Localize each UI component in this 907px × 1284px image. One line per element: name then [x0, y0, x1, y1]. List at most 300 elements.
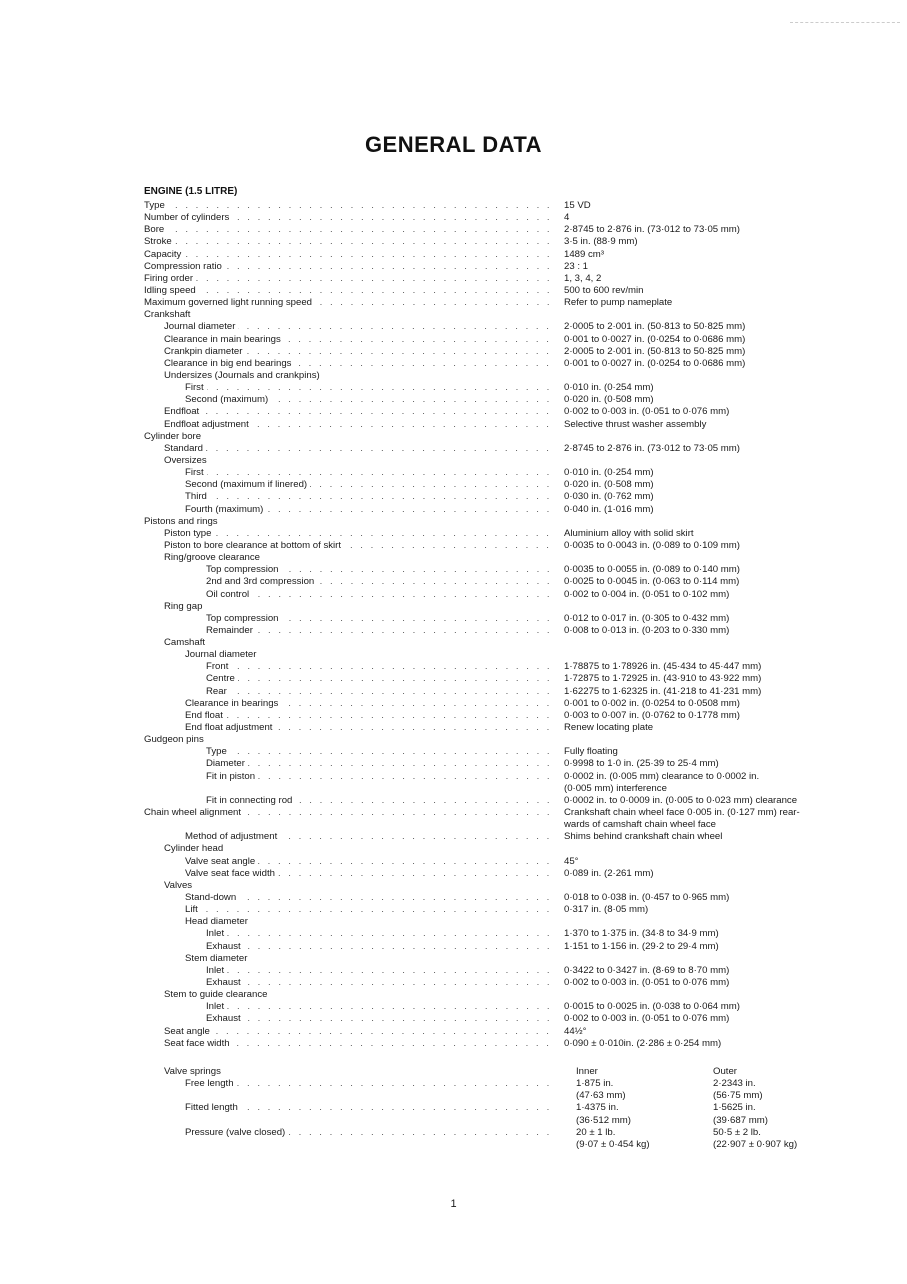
spec-label [164, 1026, 555, 1038]
spec-label [185, 722, 555, 734]
spec-row [0, 455, 907, 467]
spec-list [0, 200, 907, 1050]
spec-label [206, 941, 555, 953]
spring-row [0, 1115, 907, 1127]
spec-label-text: Type [206, 746, 230, 757]
spec-label [206, 589, 555, 601]
spring-label [185, 1102, 555, 1114]
spec-label [144, 224, 555, 236]
spec-label-text: Gudgeon pins [144, 734, 207, 745]
spec-label-text: End float [185, 710, 226, 721]
spec-label [164, 528, 555, 540]
spec-row [0, 431, 907, 443]
spec-label [164, 843, 555, 855]
spring-inner-value: (47·63 mm) [576, 1090, 626, 1102]
spec-label-text: Clearance in big end bearings [164, 358, 294, 369]
spec-label-text: 2nd and 3rd compression [206, 576, 317, 587]
spec-value: Shims behind crankshaft chain wheel [564, 831, 723, 843]
spec-label-text: Compression ratio [144, 261, 225, 272]
spec-value: 0·090 ± 0·010in. (2·286 ± 0·254 mm) [564, 1037, 722, 1049]
spec-label-text: Fit in piston [206, 771, 258, 782]
spec-row [0, 309, 907, 321]
spec-label [206, 746, 555, 758]
spec-value: 3·5 in. (88·9 mm) [564, 236, 638, 248]
spec-row [0, 261, 907, 273]
spec-row [0, 649, 907, 661]
spec-label-text: First [185, 467, 207, 478]
scan-mark [790, 22, 900, 23]
spring-label-text [185, 1115, 188, 1126]
spec-label-text: Chain wheel alignment [144, 807, 244, 818]
spec-row [0, 819, 907, 831]
spec-value: 0·010 in. (0·254 mm) [564, 382, 654, 394]
spec-label [164, 419, 555, 431]
spec-row [0, 249, 907, 261]
spec-row [0, 346, 907, 358]
spec-value: 0·010 in. (0·254 mm) [564, 467, 654, 479]
spec-value: 1489 cm³ [564, 248, 604, 260]
spring-label [185, 1139, 555, 1151]
spring-inner-value: 1·4375 in. [576, 1102, 619, 1114]
spring-outer-value: (22·907 ± 0·907 kg) [713, 1138, 798, 1150]
spec-label [185, 698, 555, 710]
spec-label [206, 758, 555, 770]
spec-label-text: Front [206, 661, 231, 672]
spec-row [0, 977, 907, 989]
spec-label [185, 382, 555, 394]
spec-label [164, 989, 555, 1001]
spec-value: Selective thrust washer assembly [564, 418, 707, 430]
spec-value: 0·0025 to 0·0045 in. (0·063 to 0·114 mm) [564, 576, 740, 588]
spec-value: 2·0005 to 2·001 in. (50·813 to 50·825 mm) [564, 345, 746, 357]
spec-row [0, 856, 907, 868]
spec-row [0, 1013, 907, 1025]
spec-row [0, 370, 907, 382]
spec-label-text: First [185, 382, 207, 393]
spec-label [185, 467, 555, 479]
spec-label-text: Second (maximum if linered) [185, 479, 310, 490]
spec-row [0, 406, 907, 418]
spec-value: 0·0035 to 0·0055 in. (0·089 to 0·140 mm) [564, 564, 740, 576]
spec-label-text: Inlet [206, 965, 227, 976]
spec-row [0, 722, 907, 734]
spec-row [0, 698, 907, 710]
spec-row [0, 758, 907, 770]
spec-row [0, 516, 907, 528]
spec-label [164, 346, 555, 358]
spec-label [206, 928, 555, 940]
spec-label [206, 661, 555, 673]
spec-label [144, 212, 555, 224]
spec-value: 0·0015 to 0·0025 in. (0·038 to 0·064 mm) [564, 1001, 740, 1013]
spec-label-text: Inlet [206, 928, 227, 939]
spec-label [164, 443, 555, 455]
spec-label-text: Rear [206, 686, 230, 697]
spec-value: 0·030 in. (0·762 mm) [564, 491, 654, 503]
spec-label-text: Crankshaft [144, 309, 193, 320]
spec-row [0, 443, 907, 455]
spec-row [0, 686, 907, 698]
spring-outer-value: (39·687 mm) [713, 1114, 768, 1126]
spec-label-text: Centre [206, 673, 238, 684]
spec-row [0, 479, 907, 491]
spec-value: 0·002 to 0·004 in. (0·051 to 0·102 mm) [564, 588, 730, 600]
spec-row [0, 1001, 907, 1013]
spec-label-text: Fit in connecting rod [206, 795, 295, 806]
spec-row [0, 795, 907, 807]
spec-label [164, 880, 555, 892]
spec-label [206, 977, 555, 989]
valve-springs-table [0, 1066, 907, 1151]
spec-label [185, 394, 555, 406]
spec-label-text: Clearance in bearings [185, 698, 281, 709]
spec-label-text: Third [185, 491, 210, 502]
spec-label [206, 965, 555, 977]
spec-row [0, 892, 907, 904]
spec-value: 1·72875 to 1·72925 in. (43·910 to 43·922 mm) [564, 673, 762, 685]
spec-label [144, 734, 555, 746]
spring-row [0, 1127, 907, 1139]
spec-label-text: Exhaust [206, 941, 244, 952]
page-title: GENERAL DATA [364, 132, 543, 157]
spec-value: 0·0035 to 0·0043 in. (0·089 to 0·109 mm) [564, 539, 740, 551]
spec-value: 0·001 to 0·0027 in. (0·0254 to 0·0686 mm) [564, 357, 746, 369]
spec-label [206, 783, 555, 795]
spring-label [185, 1078, 555, 1090]
section-heading: ENGINE (1.5 LITRE) [144, 186, 238, 197]
spec-label [164, 1038, 555, 1050]
spec-label [206, 576, 555, 588]
spec-row [0, 989, 907, 1001]
spec-label-text: Crankpin diameter [164, 346, 245, 357]
spec-value: 0·317 in. (8·05 mm) [564, 904, 649, 916]
spec-row [0, 540, 907, 552]
spec-label-text: Inlet [206, 1001, 227, 1012]
spec-row [0, 200, 907, 212]
spring-label [185, 1115, 555, 1127]
spec-label-text [206, 783, 209, 794]
spring-inner-value: (9·07 ± 0·454 kg) [576, 1138, 650, 1150]
spec-label [144, 285, 555, 297]
spec-label [144, 807, 555, 819]
spec-value: 0·089 in. (2·261 mm) [564, 867, 654, 879]
spring-row [0, 1078, 907, 1090]
spec-label-text: Remainder [206, 625, 256, 636]
spec-label-text: Cylinder bore [144, 431, 204, 442]
spring-row [0, 1139, 907, 1151]
spec-label-text: Undersizes (Journals and crankpins) [164, 370, 323, 381]
spec-label [185, 831, 555, 843]
spec-label [144, 819, 555, 831]
spec-value: 0·002 to 0·003 in. (0·051 to 0·076 mm) [564, 977, 730, 988]
spec-row [0, 843, 907, 855]
spring-label-text: Fitted length [185, 1102, 241, 1113]
spec-label-text: Ring gap [164, 601, 205, 612]
spring-label-text: Pressure (valve closed) [185, 1127, 288, 1138]
spec-label [206, 686, 555, 698]
spec-label [164, 370, 555, 382]
spec-label-text: End float adjustment [185, 722, 275, 733]
spec-label [144, 200, 555, 212]
spec-label [144, 516, 555, 528]
inner-header: Inner [576, 1066, 598, 1077]
spec-label-text: Endfloat [164, 406, 202, 417]
spec-value: 1·151 to 1·156 in. (29·2 to 29·4 mm) [564, 940, 719, 952]
spec-label-text: Exhaust [206, 1013, 244, 1024]
spec-label-text: Ring/groove clearance [164, 552, 263, 563]
spring-outer-value: (56·75 mm) [713, 1090, 763, 1102]
spec-label-text: Exhaust [206, 977, 244, 988]
spring-label [185, 1127, 555, 1139]
spec-label-text: Capacity [144, 249, 184, 260]
spec-label [206, 625, 555, 637]
spec-label [185, 491, 555, 503]
spec-value: 23 : 1 [564, 260, 589, 272]
spring-outer-value: 2·2343 in. [713, 1078, 756, 1090]
spec-label [164, 637, 555, 649]
spec-label-text: Clearance in main bearings [164, 334, 284, 345]
spec-label-text: Type [144, 200, 168, 211]
spec-row [0, 928, 907, 940]
spec-row [0, 419, 907, 431]
spec-value: Aluminium alloy with solid skirt [564, 527, 694, 539]
spring-outer-value: 50·5 ± 2 lb. [713, 1126, 761, 1138]
spec-row [0, 673, 907, 685]
spring-label-text: Free length [185, 1078, 237, 1089]
spring-inner-value: (36·512 mm) [576, 1114, 631, 1126]
spec-label-text: Head diameter [185, 916, 251, 927]
spec-label [144, 431, 555, 443]
spec-row [0, 467, 907, 479]
spring-inner-value: 20 ± 1 lb. [576, 1126, 616, 1138]
spec-label [206, 1001, 555, 1013]
spec-value: 0·002 to 0·003 in. (0·051 to 0·076 mm) [564, 1013, 730, 1025]
spec-value: wards of camshaft chain wheel face [564, 819, 716, 831]
spec-label-text: Stem to guide clearance [164, 989, 270, 1000]
spec-label [206, 613, 555, 625]
spec-label [185, 904, 555, 916]
spec-label-text: Lift [185, 904, 201, 915]
spec-row [0, 953, 907, 965]
spec-label-text: Maximum governed light running speed [144, 297, 315, 308]
spec-row [0, 771, 907, 783]
spec-row [0, 941, 907, 953]
spec-row [0, 382, 907, 394]
spec-value: 2·0005 to 2·001 in. (50·813 to 50·825 mm) [564, 321, 746, 333]
spec-row [0, 831, 907, 843]
spec-value: 0·3422 to 0·3427 in. (8·69 to 8·70 mm) [564, 964, 730, 976]
spec-label [185, 892, 555, 904]
spec-label-text: Diameter [206, 758, 248, 769]
spec-row [0, 236, 907, 248]
spec-label-text: Oversizes [164, 455, 210, 466]
spec-row [0, 552, 907, 564]
spec-row [0, 564, 907, 576]
spec-label-text: Seat angle [164, 1026, 213, 1037]
spec-label-text: Firing order [144, 273, 196, 284]
spec-row [0, 746, 907, 758]
spec-row [0, 394, 907, 406]
spec-label-text: Camshaft [164, 637, 208, 648]
spec-label-text: Journal diameter [164, 321, 238, 332]
spec-row [0, 637, 907, 649]
spec-label [185, 856, 555, 868]
spec-value: 0·001 to 0·0027 in. (0·0254 to 0·0686 mm) [564, 333, 746, 345]
spec-label-text: Cylinder head [164, 843, 226, 854]
spec-label-text: Seat face width [164, 1038, 233, 1049]
spec-label-text: Stroke [144, 236, 175, 247]
spec-label-text: Journal diameter [185, 649, 259, 660]
spec-row [0, 661, 907, 673]
spec-value: 1·78875 to 1·78926 in. (45·434 to 45·447 mm) [564, 661, 762, 673]
spec-value: (0·005 mm) interference [564, 782, 667, 794]
spec-label-text: Pistons and rings [144, 516, 221, 527]
spec-row [0, 710, 907, 722]
spec-label [206, 795, 555, 807]
spec-row [0, 273, 907, 285]
spring-label-text [185, 1090, 188, 1101]
spec-label-text: Standard [164, 443, 206, 454]
spec-row [0, 504, 907, 516]
spec-row [0, 491, 907, 503]
spec-value: 0·002 to 0·003 in. (0·051 to 0·076 mm) [564, 406, 730, 418]
spec-value: 44½° [564, 1025, 587, 1037]
spring-inner-value: 1·875 in. [576, 1078, 614, 1090]
spec-value: 1·62275 to 1·62325 in. (41·218 to 41·231 mm) [564, 685, 762, 697]
spec-label [206, 1013, 555, 1025]
spec-label [185, 649, 555, 661]
spring-row [0, 1102, 907, 1114]
spec-row [0, 783, 907, 795]
spec-value: 4 [564, 212, 570, 224]
spec-label-text: Top compression [206, 613, 282, 624]
spec-row [0, 358, 907, 370]
spec-label [144, 249, 555, 261]
spec-row [0, 321, 907, 333]
page-number: 1 [450, 1198, 457, 1210]
spec-value: 45° [564, 855, 579, 867]
spec-row [0, 528, 907, 540]
spec-value: 0·018 to 0·038 in. (0·457 to 0·965 mm) [564, 892, 730, 904]
spec-label [144, 309, 555, 321]
spec-label [164, 601, 555, 613]
spec-label [164, 455, 555, 467]
spec-label [185, 710, 555, 722]
spec-label-text: Piston type [164, 528, 214, 539]
outer-header: Outer [713, 1066, 737, 1077]
spec-row [0, 334, 907, 346]
spec-row [0, 589, 907, 601]
spec-label [144, 297, 555, 309]
spec-value: 1·370 to 1·375 in. (34·8 to 34·9 mm) [564, 928, 719, 940]
spring-row [0, 1090, 907, 1102]
spec-label-text: Stand-down [185, 892, 239, 903]
spec-label [164, 358, 555, 370]
spec-row [0, 576, 907, 588]
spec-label-text: Top compression [206, 564, 282, 575]
springs-label: Valve springs [164, 1066, 221, 1077]
spec-value: 0·0002 in. to 0·0009 in. (0·005 to 0·023 mm) clearance [564, 794, 798, 806]
spec-label-text: Oil control [206, 589, 252, 600]
spec-label-text: Stem diameter [185, 953, 250, 964]
spec-row [0, 601, 907, 613]
spec-label-text: Endfloat adjustment [164, 419, 252, 430]
spec-value: 15 VD [564, 200, 591, 211]
spec-value: 2·8745 to 2·876 in. (73·012 to 73·05 mm) [564, 224, 740, 236]
spec-value: 0·0002 in. (0·005 mm) clearance to 0·0002 in. [564, 770, 760, 782]
spec-label-text: Method of adjustment [185, 831, 280, 842]
spec-row [0, 916, 907, 928]
spec-label [144, 273, 555, 285]
spec-label-text: Valve seat angle [185, 856, 258, 867]
spec-value: 1, 3, 4, 2 [564, 272, 602, 284]
spec-label-text: Fourth (maximum) [185, 504, 266, 515]
spec-value: 0·040 in. (1·016 mm) [564, 503, 654, 515]
spec-row [0, 868, 907, 880]
spec-value: Refer to pump nameplate [564, 297, 673, 309]
spec-row [0, 1026, 907, 1038]
spring-label [185, 1090, 555, 1102]
spec-label-text: Bore [144, 224, 167, 235]
spec-row [0, 1038, 907, 1050]
spec-label [164, 540, 555, 552]
spec-value: Renew locating plate [564, 722, 654, 734]
spec-label-text: Valves [164, 880, 195, 891]
spec-label [185, 868, 555, 880]
spec-value: 0·012 to 0·017 in. (0·305 to 0·432 mm) [564, 612, 730, 624]
spec-label [185, 479, 555, 491]
spec-row [0, 625, 907, 637]
spec-label [144, 261, 555, 273]
spec-value: 0·008 to 0·013 in. (0·203 to 0·330 mm) [564, 624, 730, 636]
spec-label [164, 334, 555, 346]
spec-row [0, 224, 907, 236]
spec-row [0, 880, 907, 892]
spec-label [164, 552, 555, 564]
spec-label-text: Valve seat face width [185, 868, 278, 879]
spec-value: Crankshaft chain wheel face 0·005 in. (0·127 mm) rear- [564, 807, 800, 819]
spec-row [0, 212, 907, 224]
spec-label [144, 236, 555, 248]
spec-value: 0·020 in. (0·508 mm) [564, 479, 654, 491]
spec-row [0, 734, 907, 746]
spec-label [206, 564, 555, 576]
spec-row [0, 904, 907, 916]
spec-label-text: Idling speed [144, 285, 199, 296]
spec-label [185, 953, 555, 965]
spec-value: Fully floating [564, 746, 618, 758]
spec-row [0, 807, 907, 819]
spec-label [185, 504, 555, 516]
spec-value: 0·003 to 0·007 in. (0·0762 to 0·1778 mm) [564, 709, 740, 721]
spec-label-text: Second (maximum) [185, 394, 271, 405]
spec-row [0, 297, 907, 309]
spec-value: 500 to 600 rev/min [564, 284, 644, 296]
spec-label [164, 321, 555, 333]
spec-label-text [144, 819, 147, 830]
spring-outer-value: 1·5625 in. [713, 1102, 756, 1114]
spec-label-text: Number of cylinders [144, 212, 232, 223]
spec-value: 0·9998 to 1·0 in. (25·39 to 25·4 mm) [564, 758, 719, 770]
spec-value: 0·001 to 0·002 in. (0·0254 to 0·0508 mm) [564, 697, 740, 709]
spec-label [164, 406, 555, 418]
spec-value: 2·8745 to 2·876 in. (73·012 to 73·05 mm) [564, 442, 740, 454]
spec-label [185, 916, 555, 928]
spec-label-text: Piston to bore clearance at bottom of skirt [164, 540, 344, 551]
spec-row [0, 613, 907, 625]
spec-value: 0·020 in. (0·508 mm) [564, 394, 654, 406]
spec-row [0, 965, 907, 977]
